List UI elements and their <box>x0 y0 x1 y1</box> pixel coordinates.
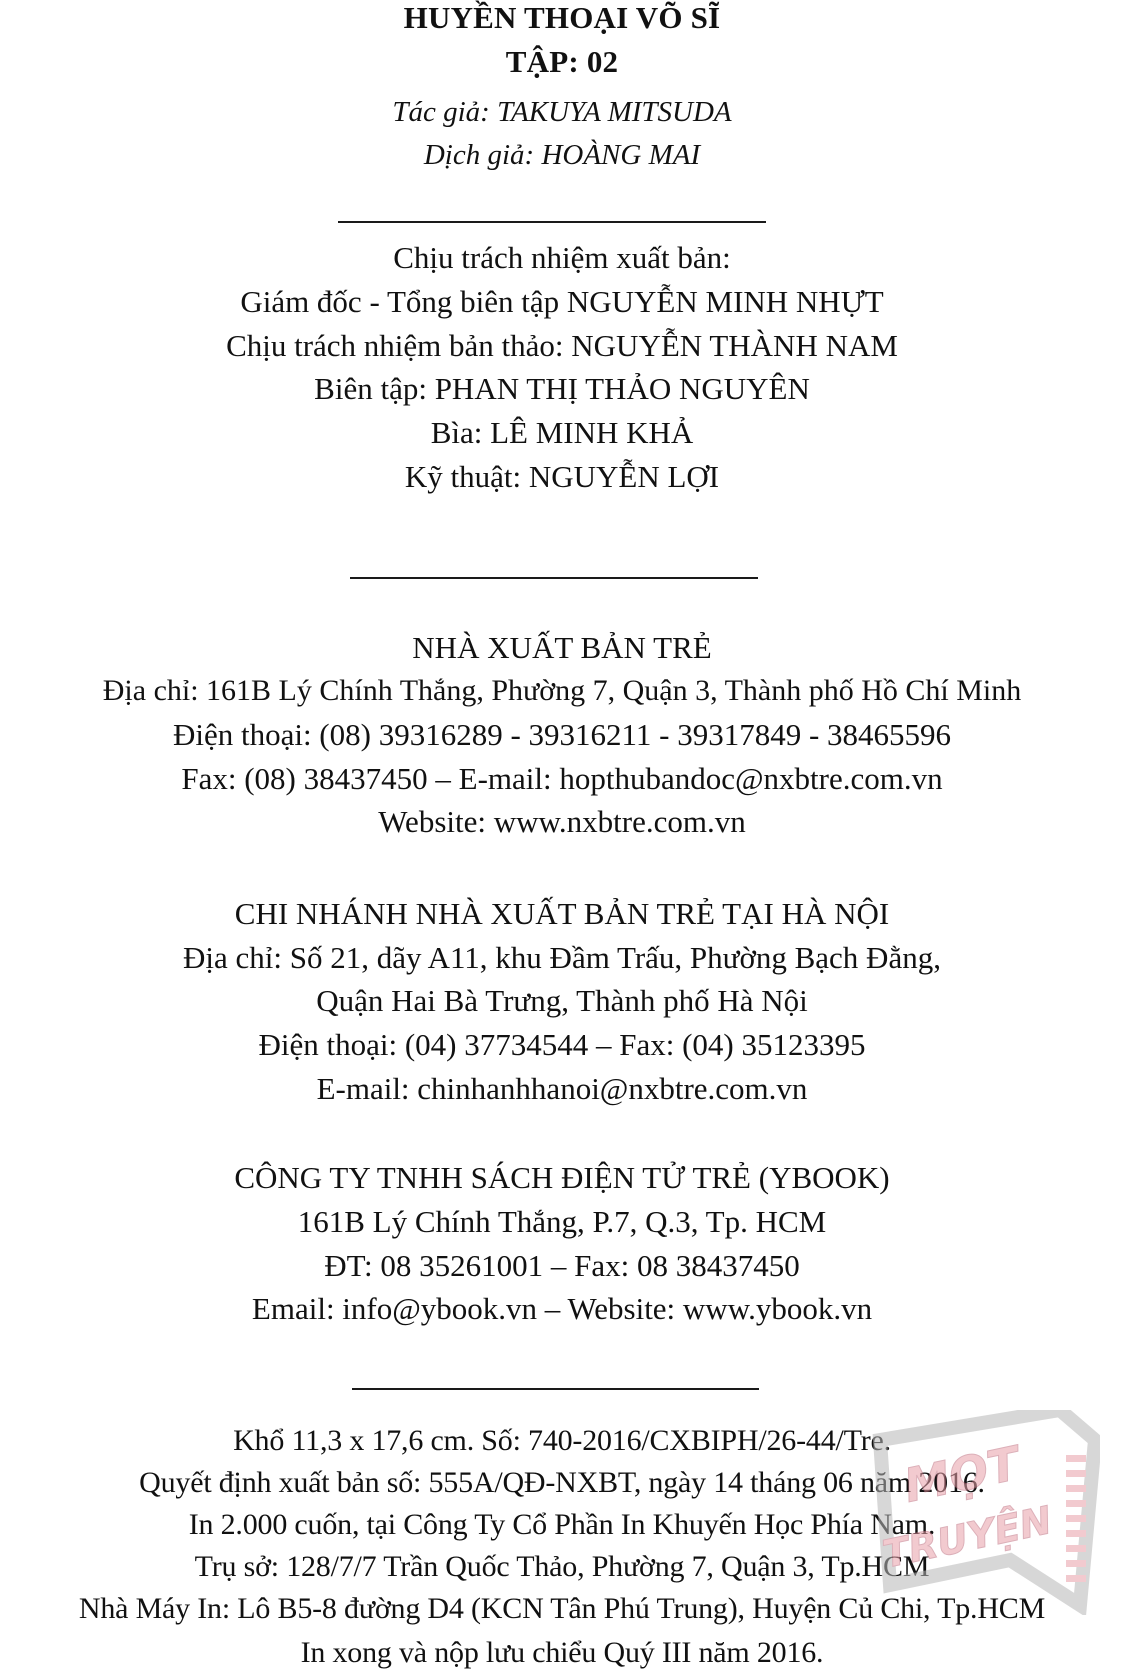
imprint-decision: Quyết định xuất bản số: 555A/QĐ-NXBT, ngày 14 tháng 06 năm 2016. <box>139 1466 985 1499</box>
watermark-stripe <box>1066 1500 1086 1507</box>
watermark-text-2: TRUYỆN <box>878 1497 1056 1577</box>
watermark-stripe <box>1066 1530 1086 1537</box>
author-line <box>0 96 1124 129</box>
publisher-phone: Điện thoại: (08) 39316289 - 39316211 - 39317849 - 38465596 <box>172 717 952 752</box>
branch-address-2: Quận Hai Bà Trưng, Thành phố Hà Nội <box>316 983 808 1018</box>
watermark-stripe <box>1066 1455 1086 1462</box>
branch-name: CHI NHÁNH NHÀ XUẤT BẢN TRẺ TẠI HÀ NỘI <box>234 896 890 931</box>
branch-phone-fax: Điện thoại: (04) 37734544 – Fax: (04) 35123395 <box>258 1027 866 1062</box>
imprint-print-run: In 2.000 cuốn, tại Công Ty Cổ Phần In Khuyến Học Phía Nam. <box>188 1508 936 1541</box>
ybook-phone-fax: ĐT: 08 35261001 – Fax: 08 38437450 <box>324 1248 800 1283</box>
imprint-factory: Nhà Máy In: Lô B5-8 đường D4 (KCN Tân Phú Trung), Huyện Củ Chi, Tp.HCM <box>78 1592 1046 1625</box>
manuscript-line: Chịu trách nhiệm bản thảo: NGUYỄN THÀNH NAM <box>226 328 898 363</box>
publisher-website: Website: www.nxbtre.com.vn <box>378 804 746 839</box>
divider <box>338 221 766 223</box>
imprint-format: Khổ 11,3 x 17,6 cm. Số: 740-2016/CXBIPH/26-44/Tre. <box>233 1424 891 1457</box>
book-title: HUYỀN THOẠI VÕ SĨ <box>403 0 721 35</box>
watermark-stripe <box>1066 1560 1086 1567</box>
publisher-address: Địa chỉ: 161B Lý Chính Thắng, Phường 7, Quận 3, Thành phố Hồ Chí Minh <box>102 674 1022 707</box>
translator-label: Dịch giả: <box>423 139 535 171</box>
imprint-completion: In xong và nộp lưu chiểu Quý III năm 2016. <box>300 1636 824 1669</box>
author-name: TAKUYA MITSUDA <box>497 96 732 128</box>
publisher-name: NHÀ XUẤT BẢN TRẺ <box>412 630 712 665</box>
watermark-stripe <box>1066 1470 1086 1477</box>
translator-line <box>0 139 1124 172</box>
watermark-stripe <box>1066 1575 1086 1582</box>
author-label: Tác giả: <box>392 96 490 128</box>
translator-name: HOÀNG MAI <box>541 139 701 171</box>
ybook-address: 161B Lý Chính Thắng, P.7, Q.3, Tp. HCM <box>297 1204 827 1239</box>
watermark-text-1: MỌT <box>899 1435 1025 1513</box>
cover-line: Bìa: LÊ MINH KHẢ <box>430 415 694 450</box>
watermark-stripe <box>1066 1545 1086 1552</box>
publisher-fax-email: Fax: (08) 38437450 – E-mail: hopthubandoc@nxbtre.com.vn <box>181 761 943 796</box>
editor-line: Biên tập: PHAN THỊ THẢO NGUYÊN <box>314 371 810 406</box>
ybook-name: CÔNG TY TNHH SÁCH ĐIỆN TỬ TRẺ (YBOOK) <box>234 1160 890 1195</box>
divider <box>352 1388 759 1390</box>
ybook-email-web: Email: info@ybook.vn – Website: www.ybook.vn <box>251 1291 873 1326</box>
responsibility-heading: Chịu trách nhiệm xuất bản: <box>393 240 731 275</box>
technical-line: Kỹ thuật: NGUYỄN LỢI <box>404 459 720 494</box>
director-line: Giám đốc - Tổng biên tập NGUYỄN MINH NHỰT <box>240 284 884 319</box>
watermark-stripes <box>1066 1455 1086 1582</box>
branch-email: E-mail: chinhanhhanoi@nxbtre.com.vn <box>316 1071 808 1106</box>
imprint-headquarters: Trụ sở: 128/7/7 Trần Quốc Thảo, Phường 7, Quận 3, Tp.HCM <box>194 1550 930 1583</box>
branch-address-1: Địa chỉ: Số 21, dãy A11, khu Đầm Trấu, Phường Bạch Đằng, <box>183 940 941 975</box>
watermark-logo <box>870 1410 1100 1615</box>
volume-number: TẬP: 02 <box>505 44 619 79</box>
watermark-stripe <box>1066 1515 1086 1522</box>
divider <box>350 577 758 579</box>
watermark-stripe <box>1066 1485 1086 1492</box>
